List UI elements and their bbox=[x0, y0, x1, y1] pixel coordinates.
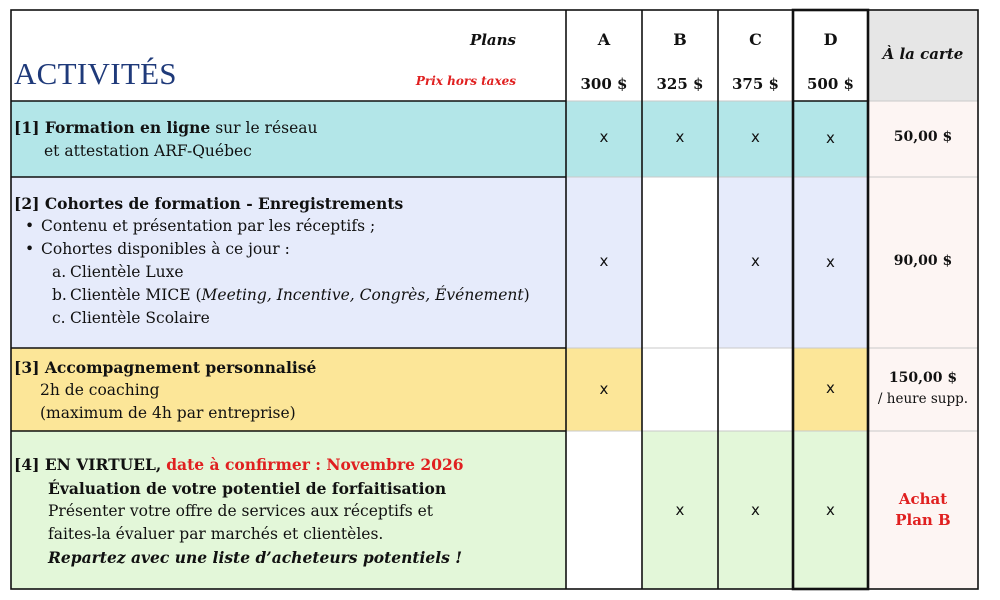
row3-description bbox=[14, 356, 562, 425]
row4-heading-red: date à confirmer : Novembre 2026 bbox=[166, 455, 464, 474]
row4-line3: Présenter votre offre de services aux réceptifs et bbox=[48, 502, 434, 520]
row2-sub-b-italic: Meeting, Incentive, Congrès, Événement bbox=[201, 286, 524, 304]
row3-price: 150,00 $ bbox=[888, 370, 958, 386]
page-title: ACTIVITÉS bbox=[14, 56, 177, 91]
plan-d-letter: D bbox=[823, 30, 838, 49]
row2-bullet-1: • Contenu et présentation par les réceptifs ; bbox=[14, 215, 562, 238]
plan-a-letter: A bbox=[597, 30, 611, 49]
row2-sub-b bbox=[14, 284, 562, 307]
row4-a-empty bbox=[566, 431, 642, 589]
row2-plan-d-mark: x bbox=[826, 253, 835, 271]
row2-sub-c bbox=[14, 307, 562, 330]
row2-sub-a bbox=[14, 261, 562, 284]
row4-line2: Évaluation de votre potentiel de forfaitisation bbox=[48, 479, 447, 498]
row1-heading: [1] Formation en ligne bbox=[14, 118, 211, 137]
row4-price-line1: Achat bbox=[898, 490, 948, 508]
row2-description bbox=[14, 192, 562, 330]
row3-line3: (maximum de 4h par entreprise) bbox=[40, 404, 296, 422]
row4-line4: faites-la évaluer par marchés et clientèles. bbox=[48, 525, 384, 543]
row4-plan-d-mark: x bbox=[826, 501, 835, 519]
row1-price: 50,00 $ bbox=[893, 129, 953, 145]
row2-sub-a-letter: a. bbox=[52, 263, 67, 281]
row4-price-bg bbox=[868, 431, 978, 589]
row1-description bbox=[14, 116, 562, 163]
row2-sub-c-letter: c. bbox=[52, 309, 66, 327]
tax-note: Prix hors taxes bbox=[415, 74, 516, 88]
plan-d-price: 500 $ bbox=[807, 75, 854, 93]
row3-plan-a-mark: x bbox=[599, 380, 609, 398]
row2-bullet-2: • Cohortes disponibles à ce jour : bbox=[14, 238, 562, 261]
row2-heading: [2] Cohortes de formation - Enregistrements bbox=[14, 194, 404, 213]
row2-price: 90,00 $ bbox=[893, 253, 953, 269]
plan-a-price: 300 $ bbox=[580, 75, 628, 93]
row3-plan-d-mark: x bbox=[826, 379, 835, 397]
row4-heading: [4] EN VIRTUEL, bbox=[14, 455, 162, 474]
row4-plan-c-mark: x bbox=[751, 501, 760, 519]
row1-plan-a-mark: x bbox=[599, 128, 609, 146]
row4-price-line2: Plan B bbox=[895, 511, 951, 529]
plan-b-letter: B bbox=[673, 30, 687, 49]
row4-description bbox=[14, 453, 562, 569]
row1-plan-d-mark: x bbox=[826, 129, 835, 147]
row2-sub-b-after: ) bbox=[523, 286, 530, 304]
row4-plan-b-mark: x bbox=[675, 501, 685, 519]
plan-c-letter: C bbox=[749, 30, 762, 49]
row1-heading-rest: sur le réseau bbox=[210, 119, 318, 137]
row2-sub-b-text: Clientèle MICE ( bbox=[70, 286, 202, 304]
plan-c-price: 375 $ bbox=[732, 75, 779, 93]
row1-plan-b-mark: x bbox=[675, 128, 685, 146]
row2-b-empty bbox=[642, 177, 718, 348]
plans-label: Plans bbox=[469, 31, 516, 49]
row3-heading: [3] Accompagnement personnalisé bbox=[14, 358, 317, 377]
row3-line2: 2h de coaching bbox=[40, 381, 160, 399]
a-la-carte-header: À la carte bbox=[882, 45, 964, 63]
row1-line2: et attestation ARF-Québec bbox=[44, 142, 252, 160]
row2-sub-a-text: Clientèle Luxe bbox=[70, 263, 184, 281]
row2-sub-c-text: Clientèle Scolaire bbox=[70, 309, 210, 327]
row2-plan-a-mark: x bbox=[599, 252, 609, 270]
row3-price-bg bbox=[868, 348, 978, 431]
row1-plan-c-mark: x bbox=[751, 128, 760, 146]
plan-b-price: 325 $ bbox=[656, 75, 704, 93]
row2-sub-b-letter: b. bbox=[52, 286, 67, 304]
row3-price-note: / heure supp. bbox=[877, 391, 969, 407]
row2-plan-c-mark: x bbox=[751, 252, 760, 270]
row4-line5: Repartez avec une liste d’acheteurs potentiels ! bbox=[48, 548, 463, 567]
